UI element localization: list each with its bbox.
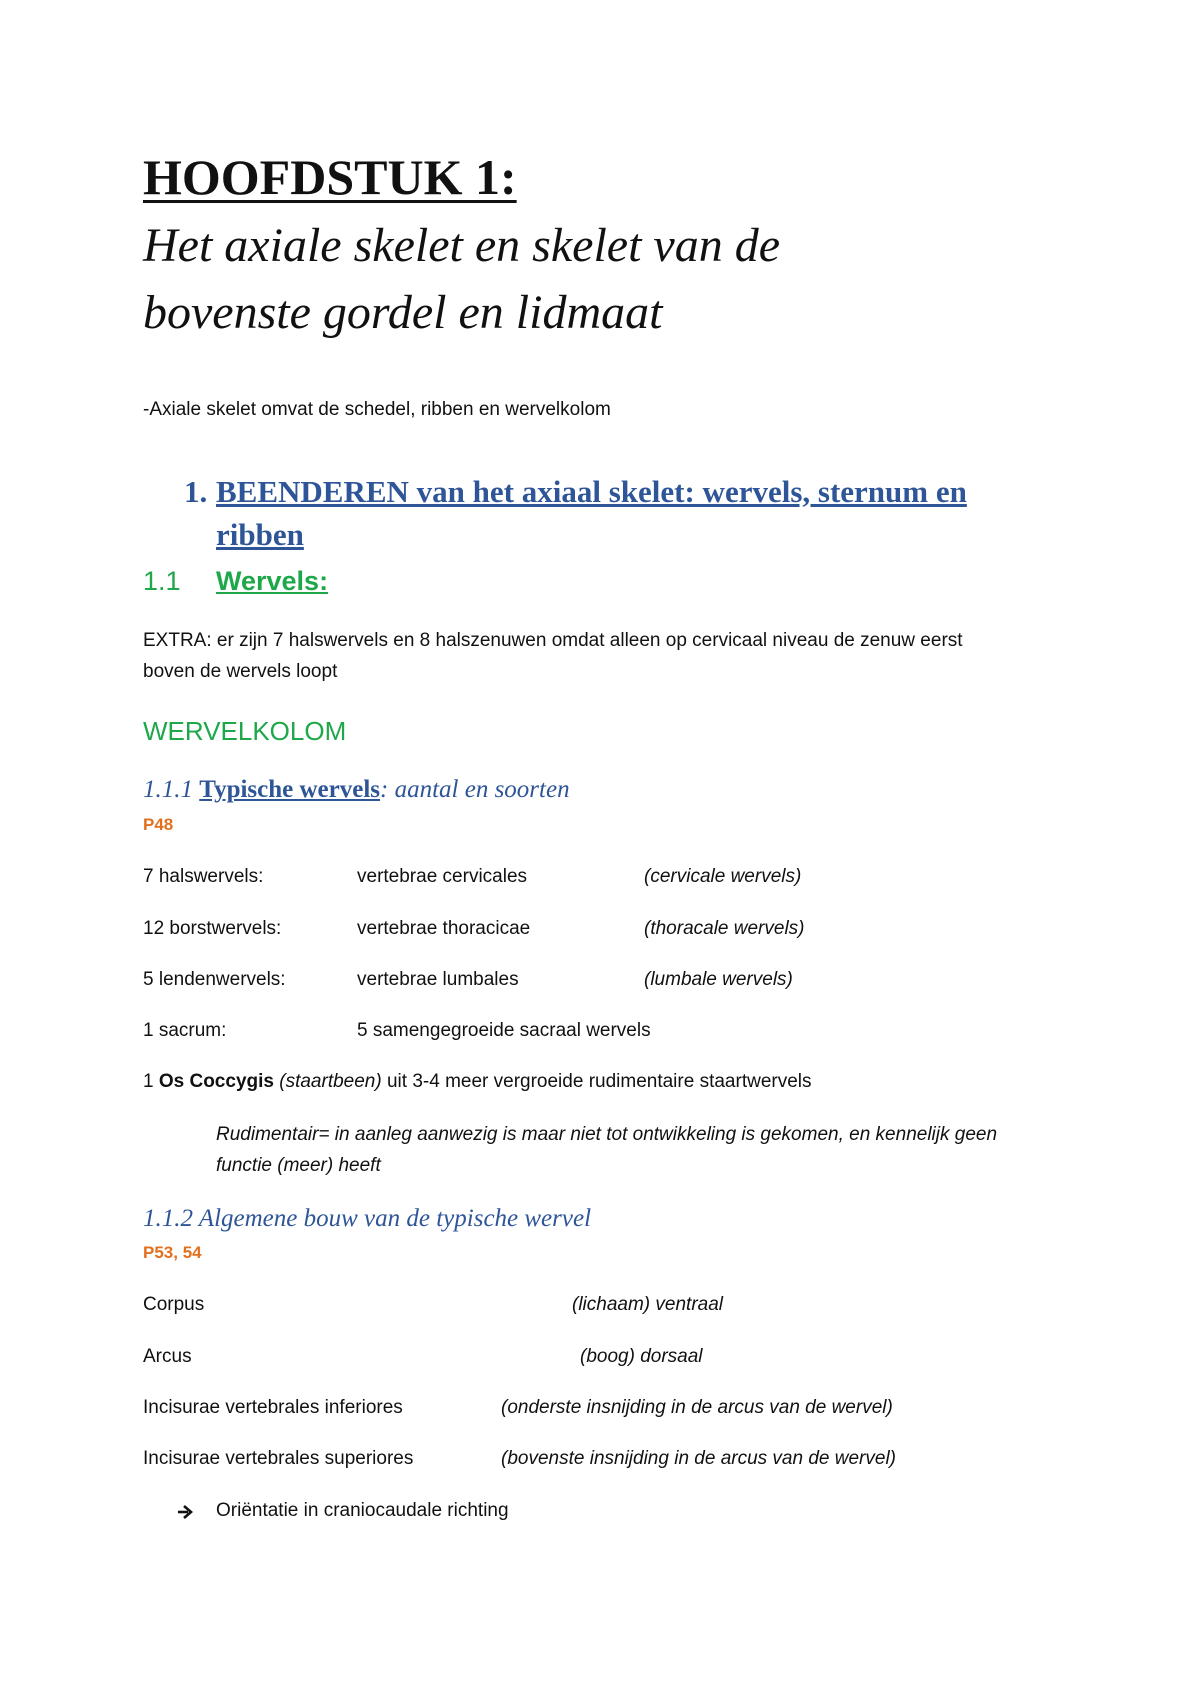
vertebrae-row-term: 12 borstwervels:	[143, 918, 282, 939]
arrow-right-icon	[177, 1503, 193, 1521]
vertebrae-row-term: 1 sacrum:	[143, 1020, 227, 1041]
bouw-row-term: Incisurae vertebrales superiores	[143, 1448, 414, 1469]
section1-title-line1-text: BEENDEREN van het axiaal skelet: wervels, sternum en	[216, 474, 967, 509]
bouw-row-term: Arcus	[143, 1346, 192, 1367]
intro-text: -Axiale skelet omvat de schedel, ribben en wervelkolom	[143, 399, 611, 420]
rudimentair-line2: functie (meer) heeft	[216, 1155, 381, 1176]
section1-1-1-title-rest: : aantal en soorten	[380, 776, 570, 803]
section1-title-line2-text: ribben	[216, 517, 304, 552]
page-ref-p48: P48	[143, 815, 174, 834]
vertebrae-row-note: (cervicale wervels)	[644, 866, 802, 887]
section1-1-1-title-underlined: Typische wervels	[199, 776, 381, 803]
vertebrae-row-latin: vertebrae cervicales	[357, 866, 528, 887]
section1-1-1-heading	[143, 776, 570, 804]
vertebrae-row-term: 5 lendenwervels:	[143, 969, 286, 990]
page-ref-p53: P53, 54	[143, 1243, 202, 1262]
section1-number: 1.	[184, 474, 208, 509]
chapter-subtitle-line1: Het axiale skelet en skelet van de	[143, 219, 781, 272]
coccygis-note: (staartbeen)	[279, 1071, 382, 1092]
extra-text-line2: boven de wervels loopt	[143, 661, 338, 682]
section1-1-title: Wervels:	[216, 566, 329, 596]
orientation-bullet-text: Oriëntatie in craniocaudale richting	[216, 1500, 509, 1521]
vertebrae-row-note: (thoracale wervels)	[644, 918, 805, 939]
bouw-row-note: (boog) dorsaal	[580, 1346, 703, 1367]
vertebrae-row-latin: vertebrae thoracicae	[357, 918, 531, 939]
coccygis-prefix: 1	[143, 1071, 159, 1092]
section1-1-1-number: 1.1.1	[143, 776, 193, 803]
rudimentair-line1: Rudimentair= in aanleg aanwezig is maar niet tot ontwikkeling is gekomen, en kennelijk geen	[216, 1124, 998, 1145]
coccygis-rest: uit 3-4 meer vergroeide rudimentaire staartwervels	[381, 1071, 812, 1092]
extra-text-line1: EXTRA: er zijn 7 halswervels en 8 halszenuwen omdat alleen op cervicaal niveau de zenuw eerst	[143, 630, 963, 651]
bouw-row-note: (lichaam) ventraal	[572, 1294, 723, 1315]
arrow-bullet-icon	[177, 1503, 193, 1525]
section1-1-number: 1.1	[143, 566, 181, 596]
section1-title-line2	[216, 517, 304, 553]
vertebrae-row-note: (lumbale wervels)	[644, 969, 793, 990]
chapter-subtitle-line2: bovenste gordel en lidmaat	[143, 286, 663, 339]
bouw-row-note: (onderste insnijding in de arcus van de wervel)	[501, 1397, 893, 1418]
bouw-row-term: Corpus	[143, 1294, 205, 1315]
vertebrae-row-term: 7 halswervels:	[143, 866, 264, 887]
vertebrae-row-latin: vertebrae lumbales	[357, 969, 519, 990]
coccygis-term: Os Coccygis	[158, 1071, 274, 1092]
vertebrae-row-latin: 5 samengegroeide sacraal wervels	[357, 1020, 651, 1041]
wervelkolom-heading: WERVELKOLOM	[143, 716, 347, 746]
chapter-title: HOOFDSTUK 1:	[143, 149, 517, 205]
section1-1-2-title: 1.1.2 Algemene bouw van de typische wervel	[143, 1205, 592, 1232]
coccygis-line	[143, 1071, 812, 1093]
section1-title-line1	[216, 474, 967, 510]
bouw-row-note: (bovenste insnijding in de arcus van de wervel)	[501, 1448, 896, 1469]
bouw-row-term: Incisurae vertebrales inferiores	[143, 1397, 403, 1418]
